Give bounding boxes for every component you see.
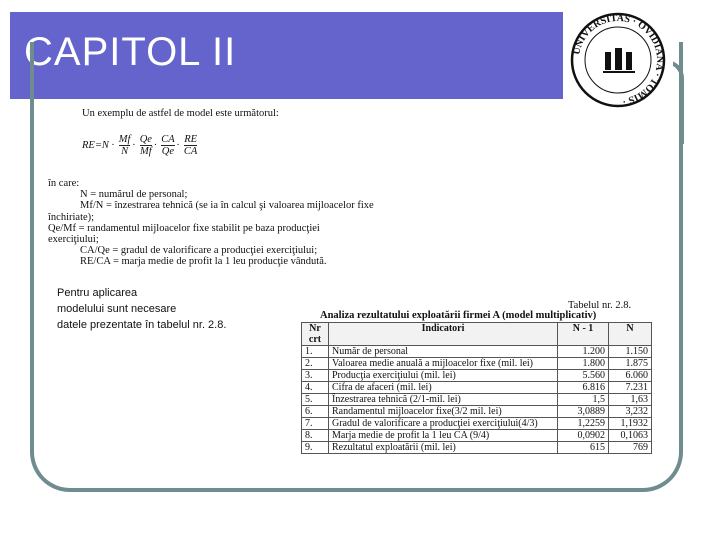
- column-header: N: [609, 323, 652, 346]
- table-cell: 0,0902: [558, 430, 609, 442]
- table-title: Analiza rezultatului exploatării firmei A (model multiplicativ): [320, 310, 597, 321]
- data-table: [301, 322, 652, 454]
- fraction: $\frac{CA}{Qe}$: [161, 134, 175, 157]
- fraction: $\frac{Mf}{N}$: [118, 134, 131, 157]
- table-cell: 1,5: [558, 394, 609, 406]
- fraction: $\frac{RE}{CA}$: [183, 134, 198, 157]
- svg-text:UNIVERSITAS · OVIDIANA · TOMIS: UNIVERSITAS · OVIDIANA · TOMIS ·: [571, 12, 666, 107]
- table-cell: 3.: [302, 370, 329, 382]
- definition-line: în care:: [48, 178, 80, 189]
- table-row: [302, 370, 652, 382]
- table-cell: 6.: [302, 406, 329, 418]
- table-cell: 1,63: [609, 394, 652, 406]
- table-cell: Gradul de valorificare a producţiei exerciţiului(4/3): [329, 418, 558, 430]
- formula-lhs: RE=N: [82, 139, 109, 151]
- table-row: [302, 358, 652, 370]
- table-cell: Cifra de afaceri (mil. lei): [329, 382, 558, 394]
- table-cell: 0,1063: [609, 430, 652, 442]
- table-cell: Rezultatul exploatării (mil. lei): [329, 442, 558, 454]
- column-header: N - 1: [558, 323, 609, 346]
- table-row: [302, 430, 652, 442]
- definition-line: exerciţiului;: [48, 234, 99, 246]
- slide-title: CAPITOL II: [24, 30, 237, 74]
- note-line: modelului sunt necesare: [57, 303, 177, 315]
- table-row: [302, 406, 652, 418]
- table-cell: 9.: [302, 442, 329, 454]
- university-seal-logo: [563, 10, 673, 110]
- table-cell: 6.060: [609, 370, 652, 382]
- table-cell: Înzestrarea tehnică (2/1-mil. lei): [329, 394, 558, 406]
- table-cell: Producţia exerciţiului (mil. lei): [329, 370, 558, 382]
- table-cell: 7.: [302, 418, 329, 430]
- note-text: [57, 285, 226, 333]
- table-row: [302, 346, 652, 358]
- formula: RE=N · $\frac{Mf}{N}$ · $\frac{Qe}{Mf}$ · $\frac{CA}{Qe}$ · $\frac{RE}{CA}$: [82, 134, 198, 157]
- table-cell: 6.816: [558, 382, 609, 394]
- table-cell: 4.: [302, 382, 329, 394]
- definitions-list: [48, 178, 374, 268]
- table-cell: Randamentul mijloacelor fixe(3/2 mil. lei): [329, 406, 558, 418]
- table-cell: 615: [558, 442, 609, 454]
- table-cell: 2.: [302, 358, 329, 370]
- table-cell: 1.800: [558, 358, 609, 370]
- table-row: [302, 394, 652, 406]
- table-cell: 1.150: [609, 346, 652, 358]
- table-cell: 1.: [302, 346, 329, 358]
- note-line: datele prezentate în tabelul nr. 2.8.: [57, 319, 227, 331]
- scanned-text-block: [40, 108, 400, 278]
- table-cell: Număr de personal: [329, 346, 558, 358]
- intro-text: Un exemplu de astfel de model este următorul:: [82, 108, 279, 119]
- table-cell: 1.875: [609, 358, 652, 370]
- table-cell: 3,0889: [558, 406, 609, 418]
- definition-line: Mf/N = înzestrarea tehnică (se ia în calcul şi valoarea mijloacelor fixe: [80, 200, 374, 212]
- table-cell: 8.: [302, 430, 329, 442]
- table-cell: 1,1932: [609, 418, 652, 430]
- definition-line: Qe/Mf = randamentul mijloacelor fixe stabilit pe baza producţiei: [48, 222, 320, 234]
- table-row: [302, 382, 652, 394]
- table-cell: 769: [609, 442, 652, 454]
- table-row: [302, 418, 652, 430]
- table-cell: Marja medie de profit la 1 leu CA (9/4): [329, 430, 558, 442]
- definition-line: închiriate);: [48, 211, 95, 223]
- table-header-row: [302, 323, 652, 346]
- table-cell: Valoarea medie anuală a mijloacelor fixe (mil. lei): [329, 358, 558, 370]
- note-line: Pentru aplicarea: [57, 287, 138, 299]
- table-cell: 1,2259: [558, 418, 609, 430]
- column-header: Nr crt: [302, 323, 329, 346]
- definition-line: CA/Qe = gradul de valorificare a producţiei exerciţiului;: [80, 245, 318, 257]
- column-header: Indicatori: [329, 323, 558, 346]
- definition-line: N = numărul de personal;: [80, 189, 188, 201]
- table-caption: Tabelul nr. 2.8.: [568, 300, 632, 311]
- table-cell: 5.560: [558, 370, 609, 382]
- table-cell: 7.231: [609, 382, 652, 394]
- table-cell: 1.200: [558, 346, 609, 358]
- table-cell: 5.: [302, 394, 329, 406]
- table-row: [302, 442, 652, 454]
- definition-line: RE/CA = marja medie de profit la 1 leu producţie vândută.: [80, 256, 327, 268]
- fraction: $\frac{Qe}{Mf}$: [139, 134, 152, 157]
- table-cell: 3,232: [609, 406, 652, 418]
